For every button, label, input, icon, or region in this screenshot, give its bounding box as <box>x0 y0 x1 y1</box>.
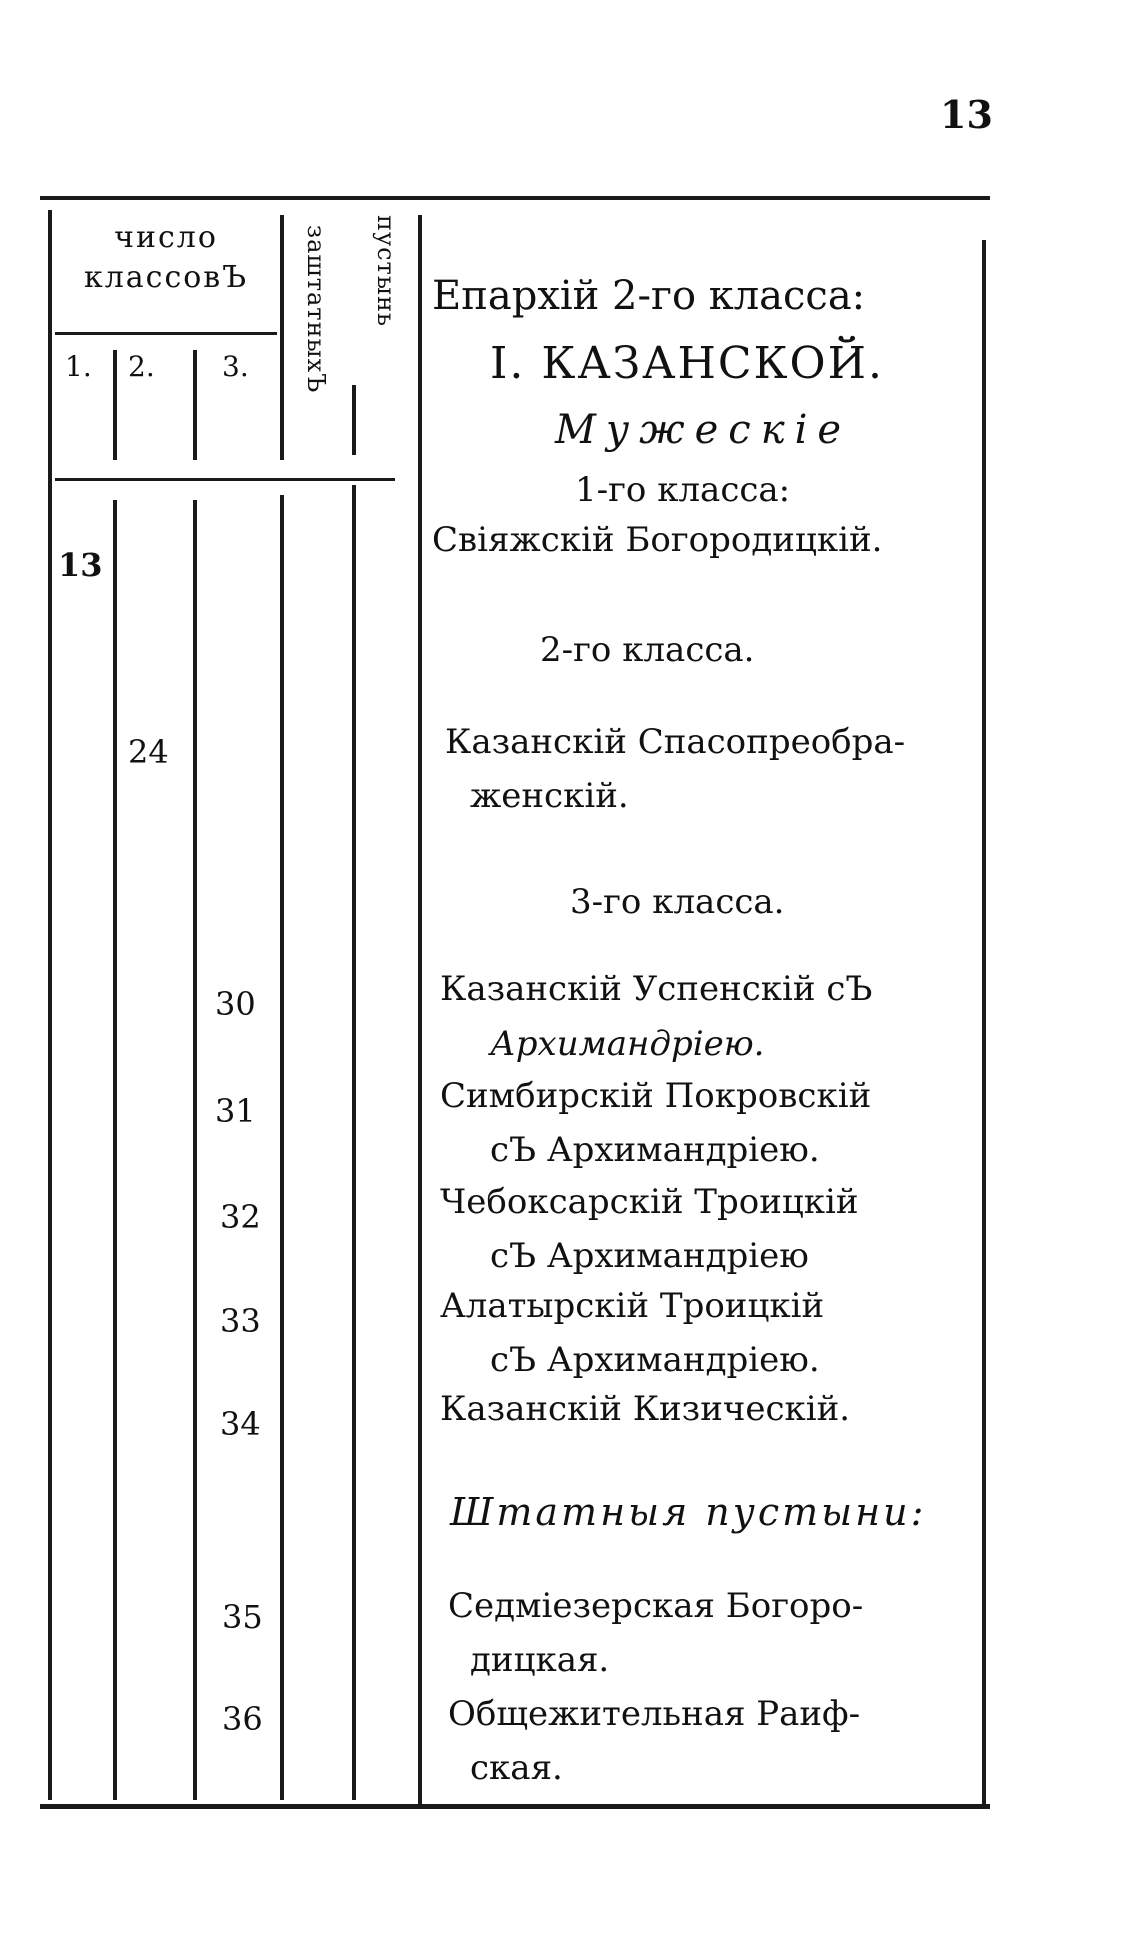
top-rule <box>40 196 990 200</box>
number-33: 33 <box>220 1302 261 1340</box>
item30-line2: Архимандріею. <box>490 1024 765 1064</box>
page-number: 13 <box>940 92 993 137</box>
class-col-3: 3. <box>222 350 249 383</box>
column-line-2-3-body <box>193 500 197 1800</box>
item30-line1: Казанскій Успенскій сЪ <box>440 969 873 1009</box>
class2-item-line1: Казанскій Спасопреобра- <box>445 722 906 762</box>
column-line-text <box>418 215 422 1805</box>
number-36: 36 <box>222 1700 263 1738</box>
column-line-3-staff-body <box>280 495 284 1800</box>
number-32: 32 <box>220 1198 261 1236</box>
kazan-title: I. КАЗАНСКОЙ. <box>490 338 884 389</box>
item33-line1: Алатырскій Троицкій <box>440 1286 825 1326</box>
class2-heading: 2-го класса. <box>540 630 755 670</box>
number-31: 31 <box>215 1092 256 1130</box>
item33-line2: сЪ Архимандріею. <box>490 1340 820 1380</box>
hermitage-heading: Штатныя пустыни: <box>450 1490 927 1534</box>
column-line-right <box>982 240 986 1805</box>
column-line-2-3 <box>193 350 197 460</box>
count-label-line1: число <box>114 220 218 255</box>
class1-heading: 1-го класса: <box>575 470 791 510</box>
count-label <box>55 218 277 298</box>
class2-item-line2: женскій. <box>470 776 629 816</box>
number-13: 13 <box>58 546 103 584</box>
count-label-line2: классовЪ <box>83 260 249 295</box>
class1-item: Свіяжскій Богородицкій. <box>432 520 883 560</box>
item31-line2: сЪ Архимандріею. <box>490 1130 820 1170</box>
column-line-staff-hermitage <box>352 385 356 455</box>
header-separator <box>55 478 395 481</box>
column-line-1-2-body <box>113 500 117 1800</box>
number-30: 30 <box>215 985 256 1023</box>
column-line-left <box>48 210 52 1800</box>
class-col-1: 1. <box>65 350 92 383</box>
class3-heading: 3-го класса. <box>570 882 785 922</box>
male-subtitle: Мужескіе <box>555 407 852 453</box>
column-line-3-staff <box>280 215 284 460</box>
number-24: 24 <box>128 733 169 771</box>
item32-line2: сЪ Архимандріею <box>490 1236 809 1276</box>
hermitage-column-header: пустынь <box>372 215 400 327</box>
number-34: 34 <box>220 1405 261 1443</box>
number-35: 35 <box>222 1598 263 1636</box>
item32-line1: Чебоксарскій Троицкій <box>440 1182 859 1222</box>
item31-line1: Симбирскій Покровскій <box>440 1076 872 1116</box>
column-line-1-2 <box>113 350 117 460</box>
column-line-staff-hermitage-body <box>352 485 356 1800</box>
class-header-rule <box>55 332 277 335</box>
class-col-2: 2. <box>128 350 155 383</box>
bottom-rule <box>40 1804 990 1809</box>
eparchy-title: Епархій 2-го класса: <box>432 273 866 319</box>
item35-line1: Седміезерская Богоро- <box>448 1586 864 1626</box>
item35-line2: дицкая. <box>470 1640 610 1680</box>
staff-column-header: заштатныхЪ <box>302 225 330 394</box>
item36-line2: ская. <box>470 1748 563 1788</box>
item34: Казанскій Кизическій. <box>440 1389 851 1429</box>
item36-line1: Общежительная Раиф- <box>448 1694 861 1734</box>
